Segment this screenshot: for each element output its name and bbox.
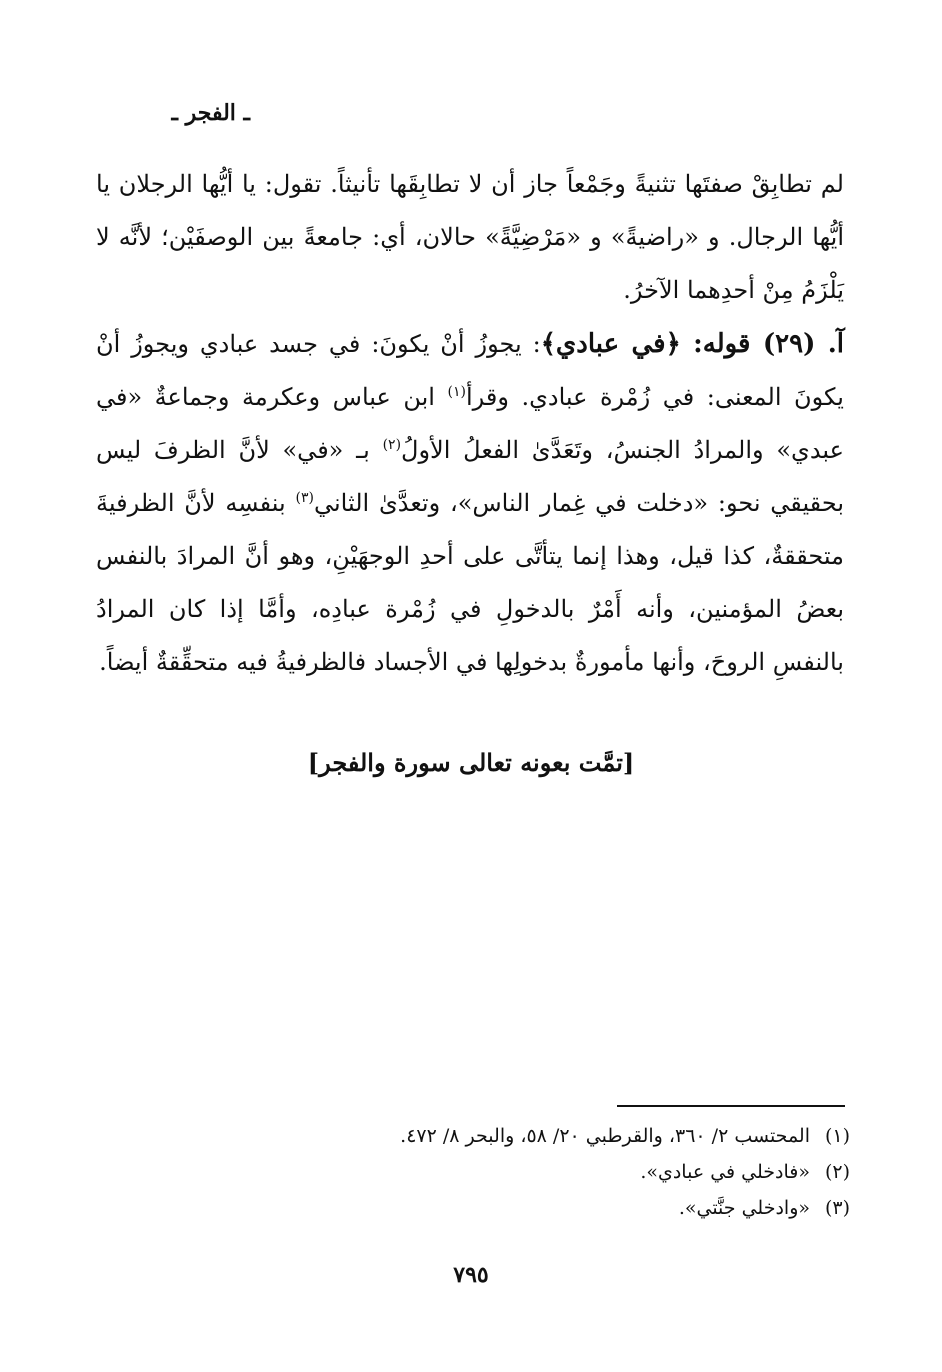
- footnote-text: المحتسب ٢/ ٣٦٠، والقرطبي ٢٠/ ٥٨، والبحر ٨/ ٤٧٢.: [400, 1125, 810, 1147]
- footnote-1: [230, 1118, 850, 1154]
- verse-lead: آ. (٢٩) قوله: ﴿في عبادي﴾: [540, 329, 844, 359]
- footnote-mark-3[interactable]: (٣): [295, 490, 314, 506]
- footnote-text: «وادخلي جنَّتي».: [678, 1197, 810, 1219]
- paragraph-2-segment: بنفسِه لأنَّ الظرفيةَ متحققةٌ، كذا قيل، وهذا إنما يتأتَّى على أحدِ الوجهَيْنِ، وهو أنَّ المرادَ بالنفس بعضُ المؤمنين، وأنه أَمْرٌ بالدخولِ في زُمْرة عبادِه، وأمَّا إذا كان المرادُ بالنفسِ الروحَ، وأنها مأمورةٌ بدخولِها في الأجساد فالظرفيةُ فيه متحقِّقةٌ أيضاً.: [96, 489, 844, 676]
- paragraph-2: [96, 318, 844, 689]
- footnote-text: «فادخلي في عبادي».: [640, 1161, 810, 1183]
- footnote-number: (١): [824, 1125, 850, 1147]
- running-title: ـ الفجر ـ: [171, 100, 250, 126]
- footnote-number: (٣): [824, 1197, 850, 1219]
- footnote-3: [230, 1190, 850, 1226]
- paragraph-2-segment: بـ «في» لأنَّ الظرفَ ليس بحقيقي نحو: «دخلت في غِمار الناس»، وتعدَّىٰ الثاني: [96, 436, 844, 517]
- footnote-divider: [617, 1105, 845, 1107]
- page-number: ٧٩٥: [453, 1262, 489, 1288]
- footnote-number: (٢): [824, 1161, 850, 1183]
- footnotes: [230, 1118, 850, 1226]
- paragraph-1: لم تطابِقْ صفتَها تثنيةً وجَمْعاً جاز أن لا تطابِقَها تأنيثاً. تقول: يا أيُّها الرجلان يا أيُّها الرجال. و «راضيةً» و «مَرْضِيَّةً» حالان، أي: جامعةً بين الوصفَيْن؛ لأنَّه لا يَلْزَمُ مِنْ أحدِهما الآخرُ.: [96, 170, 844, 304]
- footnote-mark-2[interactable]: (٢): [382, 437, 402, 453]
- paragraph-2-segment: : يجوزُ أنْ يكونَ: في جسد عبادي ويجوزُ أنْ يكونَ المعنى: في زُمْرة عبادي. وقرأ: [96, 330, 844, 411]
- surah-closing-line: [تمَّت بعونه تعالى سورة والفجر]: [307, 748, 635, 777]
- footnote-mark-1[interactable]: (١): [447, 384, 466, 400]
- footnote-2: [230, 1154, 850, 1190]
- paragraph-2-segment: ابن عباس وعكرمة وجماعةٌ «في عبدي» والمرادُ الجنسُ، وتَعَدَّىٰ الفعلُ الأولُ: [96, 383, 844, 464]
